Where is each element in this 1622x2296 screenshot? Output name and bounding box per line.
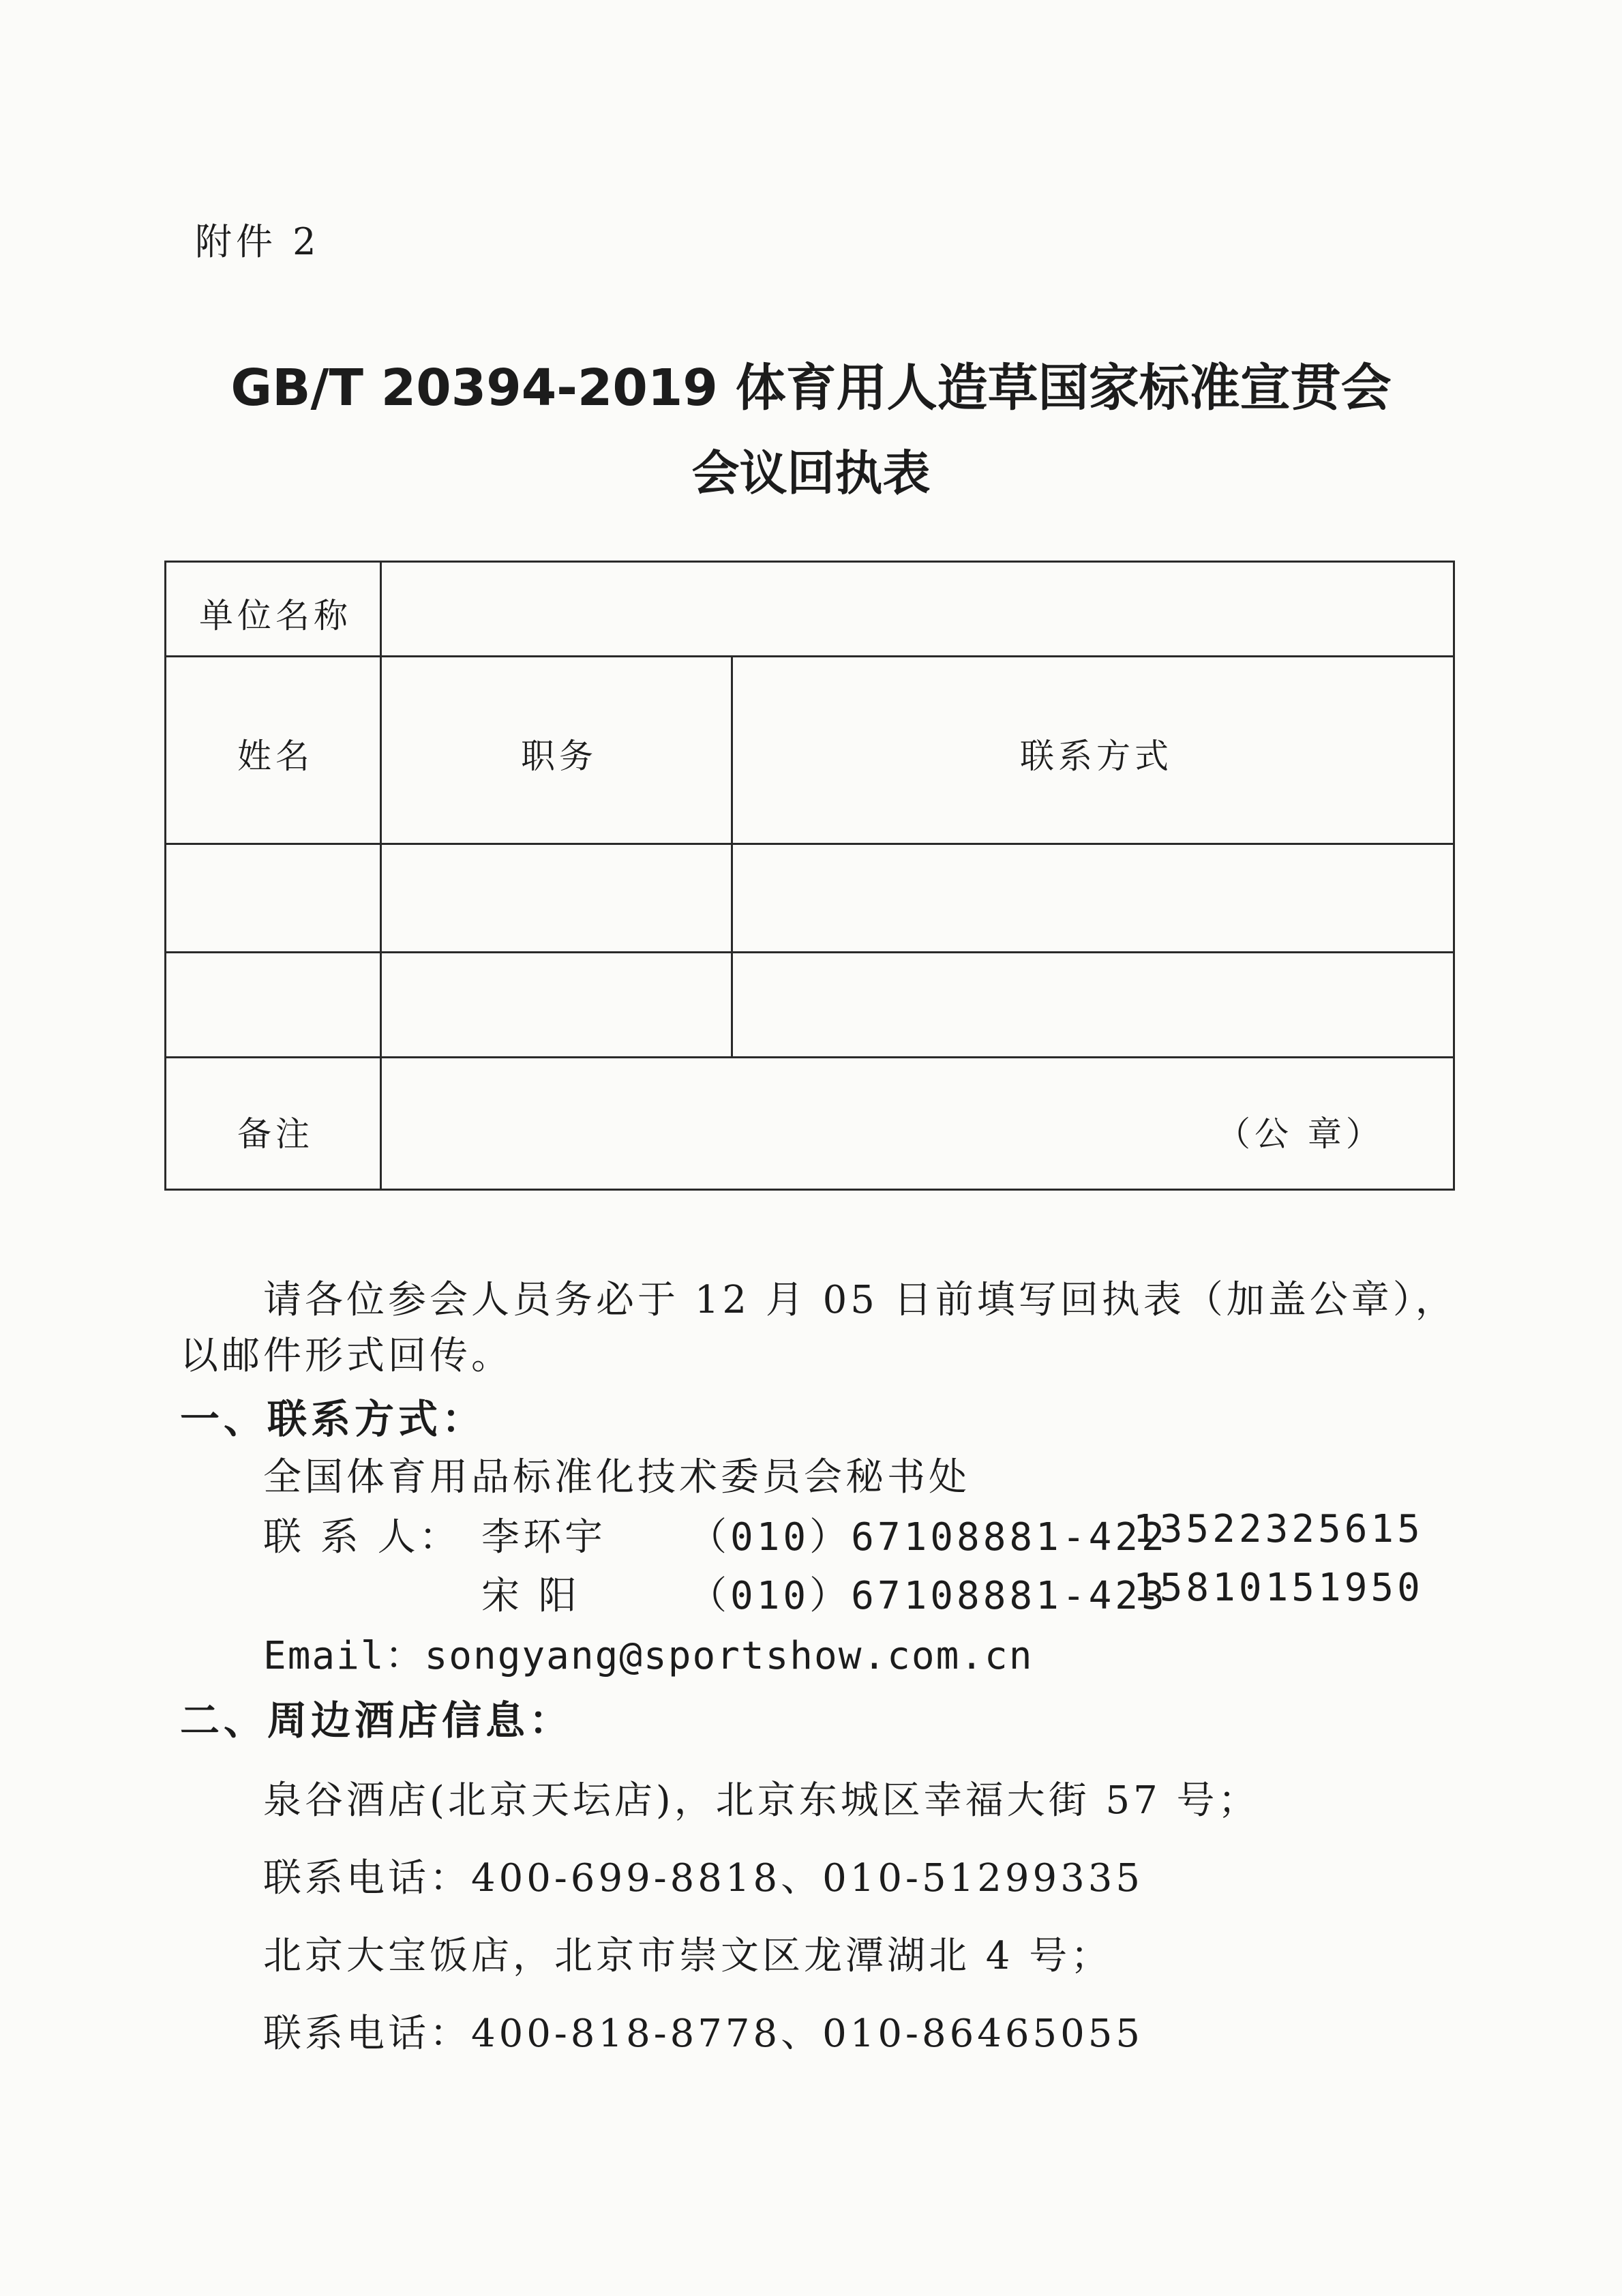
row-divider xyxy=(166,1056,1453,1058)
contact-phone: （010）67108881-422 xyxy=(689,1515,1168,1560)
hotel-address: 泉谷酒店(北京天坛店)，北京东城区幸福大街 57 号； xyxy=(263,1778,1260,1823)
column-divider xyxy=(731,655,733,1056)
instruction-line-1: 请各位参会人员务必于 12 月 05 日前填写回执表（加盖公章）， xyxy=(263,1278,1457,1322)
hotel-section-heading: 二、周边酒店信息： xyxy=(180,1697,573,1744)
position-column-header: 职务 xyxy=(521,736,597,776)
document-subtitle: 会议回执表 xyxy=(691,445,931,501)
contact-section-heading: 一、联系方式： xyxy=(180,1396,486,1442)
remarks-label: 备注 xyxy=(237,1114,314,1154)
instruction-line-2: 以邮件形式回传。 xyxy=(180,1334,513,1378)
row-divider xyxy=(166,951,1453,953)
organization-name: 全国体育用品标准化技术委员会秘书处 xyxy=(263,1455,970,1500)
contact-name: 李环宇 xyxy=(481,1515,606,1560)
name-column-header: 姓名 xyxy=(237,736,314,776)
contact-mobile: 15810151950 xyxy=(1133,1566,1424,1610)
row-divider xyxy=(166,843,1453,845)
row-divider xyxy=(166,655,1453,657)
column-divider xyxy=(380,563,382,1189)
contact-phone: （010）67108881-423 xyxy=(689,1574,1168,1618)
seal-label: （公 章） xyxy=(1216,1114,1384,1154)
document-title: GB/T 20394-2019 体育用人造草国家标准宣贯会 xyxy=(230,359,1392,417)
attachment-label: 附件 2 xyxy=(195,220,320,263)
unit-name-label: 单位名称 xyxy=(199,596,352,636)
contact-mobile: 13522325615 xyxy=(1133,1507,1424,1551)
contact-person-label: 联 系 人： xyxy=(263,1515,461,1560)
contact-email: Email：songyang@sportshow.com.cn xyxy=(263,1634,1034,1678)
hotel-address: 北京大宝饭店，北京市崇文区龙潭湖北 4 号； xyxy=(263,1934,1113,1978)
hotel-phone: 联系电话：400-699-8818、010-51299335 xyxy=(263,1856,1143,1900)
reply-form-table xyxy=(164,561,1455,1191)
hotel-phone: 联系电话：400-818-8778、010-86465055 xyxy=(263,2012,1143,2056)
contact-name: 宋 阳 xyxy=(481,1574,580,1618)
contact-column-header: 联系方式 xyxy=(1020,736,1173,776)
